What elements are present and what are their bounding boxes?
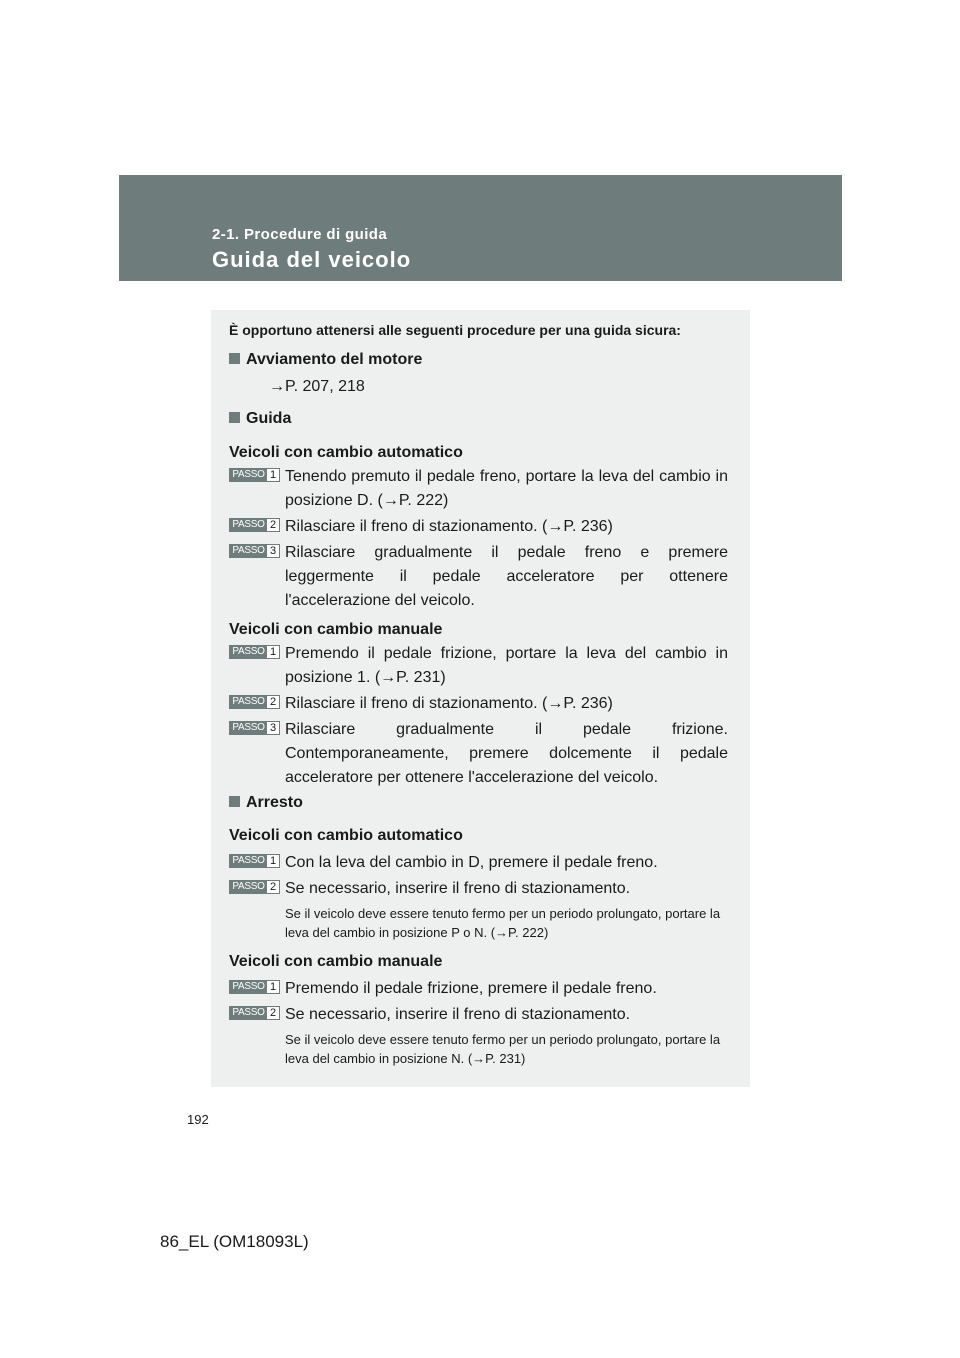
square-bullet-icon xyxy=(229,796,240,807)
step-text: Con la leva del cambio in D, premere il pedale freno. xyxy=(285,854,658,871)
subheading-manual: Veicoli con cambio manuale xyxy=(229,621,443,638)
page-title: Guida del veicolo xyxy=(212,247,412,272)
step-text: Tenendo premuto il pedale freno, portare la leva del cambio in posizione D. (→P. 222) xyxy=(285,468,728,509)
section-header-band xyxy=(119,175,842,281)
subheading-manual: Veicoli con cambio manuale xyxy=(229,953,443,970)
step-badge: PASSO 2 xyxy=(229,518,280,532)
section-heading-stop: Arresto xyxy=(229,794,303,812)
square-bullet-icon xyxy=(229,353,240,364)
section-heading-start: Avviamento del motore xyxy=(229,351,422,369)
note-text: Se il veicolo deve essere tenuto fermo per un periodo prolungato, portare la leva del cambio in posizione N. (→P. 231) xyxy=(285,1032,721,1066)
square-bullet-icon xyxy=(229,412,240,423)
section-heading-drive: Guida xyxy=(229,410,291,428)
subheading-automatic: Veicoli con cambio automatico xyxy=(229,827,463,844)
note-text: Se il veicolo deve essere tenuto fermo per un periodo prolungato, portare la leva del cambio in posizione P o N. (→P. 222) xyxy=(285,906,721,940)
intro-text: È opportuno attenersi alle seguenti procedure per una guida sicura: xyxy=(229,322,681,338)
step-text: Rilasciare il freno di stazionamento. (→P. 236) xyxy=(285,518,613,535)
step-badge: PASSO 1 xyxy=(229,980,280,994)
step-badge: PASSO 2 xyxy=(229,1006,280,1020)
footer-code: 86_EL (OM18093L) xyxy=(160,1232,309,1251)
step-text: Rilasciare gradualmente il pedale frizione. Contemporaneamente, premere dolcemente il pedale acceleratore per ottenere l'accelerazione del veicolo. xyxy=(285,721,728,786)
step-badge: PASSO 3 xyxy=(229,544,280,558)
subheading-automatic: Veicoli con cambio automatico xyxy=(229,444,463,461)
step-text: Rilasciare il freno di stazionamento. (→P. 236) xyxy=(285,695,613,712)
step-badge: PASSO 2 xyxy=(229,695,280,709)
step-badge: PASSO 3 xyxy=(229,721,280,735)
content-panel xyxy=(211,310,750,1087)
step-badge: PASSO 2 xyxy=(229,880,280,894)
step-badge: PASSO 1 xyxy=(229,468,280,482)
step-text: Se necessario, inserire il freno di stazionamento. xyxy=(285,1006,631,1023)
step-text: Premendo il pedale frizione, portare la leva del cambio in posizione 1. (→P. 231) xyxy=(285,645,728,686)
step-text: Premendo il pedale frizione, premere il pedale freno. xyxy=(285,980,657,997)
page-number: 192 xyxy=(187,1112,209,1127)
section-label: 2-1. Procedure di guida xyxy=(212,226,388,243)
step-badge: PASSO 1 xyxy=(229,854,280,868)
page-reference: →P. 207, 218 xyxy=(269,378,365,395)
step-text: Se necessario, inserire il freno di stazionamento. xyxy=(285,880,631,897)
step-text: Rilasciare gradualmente il pedale freno e premere leggermente il pedale acceleratore per ottenere l'accelerazione del veicolo. xyxy=(285,544,728,609)
step-badge: PASSO 1 xyxy=(229,645,280,659)
